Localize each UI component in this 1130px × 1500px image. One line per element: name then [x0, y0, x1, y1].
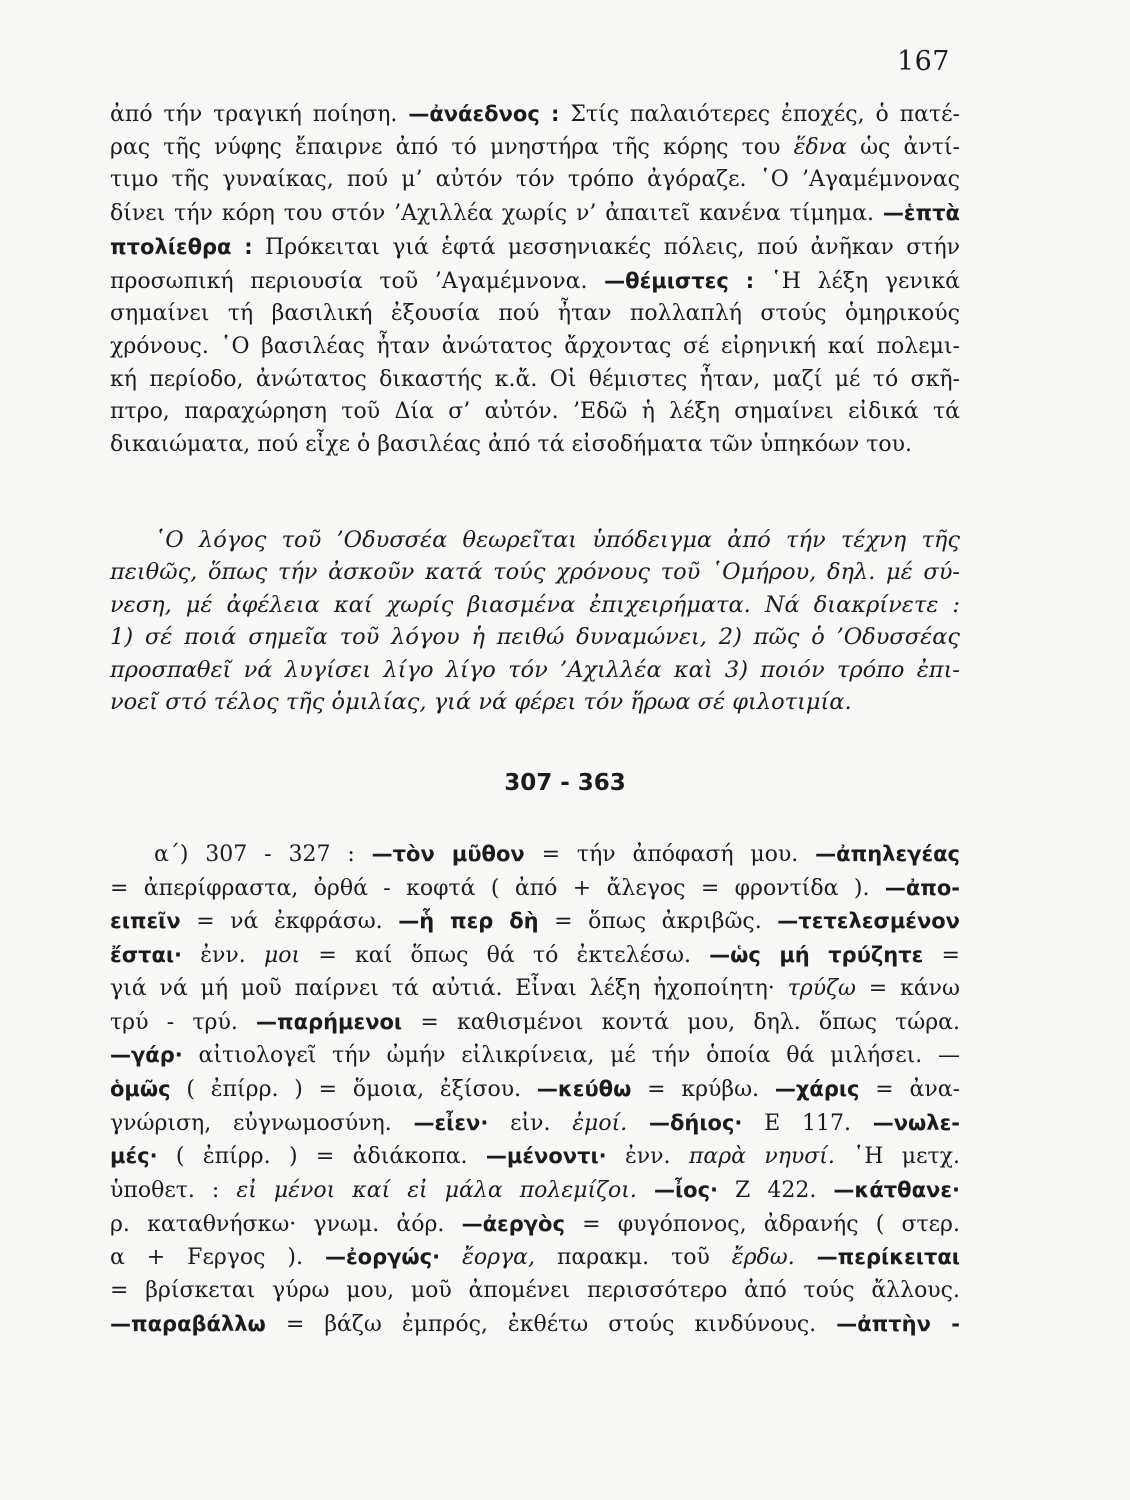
text-run: εἰν. [488, 1110, 573, 1136]
text-run: = ἀπερίφραστα, ὀρθά - κοφτά ( ἀπό + ἄλεγος = φροντίδα ). [110, 875, 885, 901]
text-run [627, 1111, 649, 1136]
text-line [110, 589, 960, 621]
text-line [110, 872, 960, 906]
text-run: προσωπική περιουσία τοῦ ’Αγαμέμνονα. [110, 268, 605, 294]
text-line [110, 1140, 960, 1174]
text-run: χρόνους. ῾Ο βασιλέας ἦταν ἀνώτατος ἄρχοντας σέ εἰρηνική καί πολεμι- [110, 333, 960, 359]
italic-text: εἰ μένοι καί εἰ μάλα πολεμίζοι. [236, 1178, 637, 1204]
headword: —μένοντι· [485, 1144, 607, 1169]
text-run: Ε 117. [742, 1110, 873, 1136]
headword: —ἀπο- [884, 875, 960, 900]
text-line [110, 1308, 960, 1342]
text-run: ὑποθετ. : [110, 1178, 237, 1204]
italic-text: ἐμοί. [572, 1110, 628, 1136]
italic-text: παρὰ νηυσί. [688, 1144, 835, 1170]
italic-text: ἔρδω. [731, 1245, 795, 1271]
headword: —τὸν μῦθον [371, 842, 525, 866]
text-run: κή περίοδο, ἀνώτατος δικαστής κ.ἄ. Οἱ θέμιστες ἦταν, μαζί μέ τό σκῆ- [110, 366, 960, 392]
headword: —ἀπηλεγέας [815, 842, 961, 866]
text-run: = ὅπως ἀκριβῶς. [538, 909, 778, 935]
headword: —θέμιστες : [604, 268, 755, 293]
text-run: αἰτιολογεῖ τήν ὠμήν εἰλικρίνεια, μέ τήν ὁποία θά μιλήσει. — [182, 1043, 960, 1069]
text-run: ἀπό τήν τραγική ποίηση. [110, 102, 409, 127]
text-run: γνώριση, εὐγνωμοσύνη. [110, 1110, 414, 1136]
headword: —ἀπτὴν - [836, 1311, 960, 1336]
headword: —ἐοργώς· [324, 1245, 441, 1270]
text-line [110, 298, 960, 331]
text-run: = [923, 943, 960, 969]
headword: —δήιος· [648, 1110, 743, 1135]
headword: —νωλε- [872, 1110, 960, 1135]
text-run: = φυγόπονος, ἀδρανής ( στερ. [564, 1211, 960, 1237]
text-line [110, 621, 960, 653]
text-run: Στίς παλαιότερες ἐποχές, ὁ πατέ- [559, 102, 960, 127]
text-run: = καθισμένοι κοντά μου, δηλ. ὅπως τώρα. [402, 1009, 960, 1035]
italic-text: ἕδνα [793, 134, 847, 160]
text-run: ἐνν. [606, 1144, 689, 1170]
text-run: ὡς ἀντί- [846, 134, 960, 160]
headword: πτολίεθρα : [110, 234, 253, 259]
headword: —κάτθανε· [833, 1178, 960, 1203]
headword: —ἶος· [653, 1178, 718, 1203]
text-run: τρύ - τρύ. [110, 1009, 257, 1035]
text-run [795, 1245, 817, 1270]
text-line [110, 905, 960, 939]
text-line [110, 1208, 960, 1242]
text-line [110, 1275, 960, 1308]
text-run: γιά νά μή μοῦ παίρνει τά αὐτιά. Εἶναι λέξη ἠχοποίητη· [110, 975, 788, 1001]
text-run: ῾Η μετχ. [834, 1144, 960, 1170]
text-line [110, 939, 960, 973]
headword: ὁμῶς [110, 1076, 171, 1101]
text-run: = κάνω [855, 975, 960, 1001]
text-line [110, 331, 960, 364]
text-line [110, 524, 960, 556]
headword: —κεύθω [536, 1076, 632, 1101]
text-run: πτρο, παραχώρηση τοῦ Δία σ’ αὐτόν. ’Εδῶ ἡ λέξη σημαίνει εἰδικά τά [110, 399, 960, 425]
headword: ἔσται· [110, 943, 183, 968]
text-line [110, 654, 960, 686]
text-line [110, 1241, 960, 1275]
text-run: α + Fεργος ). [110, 1245, 325, 1271]
text-line [110, 1006, 960, 1040]
italic-text: ἔοργα, [462, 1245, 536, 1271]
text-run: ( ἐπίρρ. ) = ὅμοια, ἐξίσου. [170, 1076, 537, 1102]
text-run: πειθῶς, ὅπως τήν ἀσκοῦν κατά τούς χρόνους τοῦ ῾Ομήρου, δηλ. μέ σύ- [110, 559, 960, 586]
text-run: 1) σέ ποιά σημεῖα τοῦ λόγου ἡ πειθώ δυναμώνει, 2) πῶς ὁ ’Οδυσσέας [110, 624, 960, 651]
text-run: ( ἐπίρρ. ) = ἀδιάκοπα. [157, 1144, 486, 1170]
text-line [110, 364, 960, 397]
text-run: παρακμ. τοῦ [535, 1245, 732, 1271]
text-line [110, 98, 960, 132]
text-run: νοεῖ στό τέλος τῆς ὁμιλίας, γιά νά φέρει τόν ἥρωα σέ φιλοτιμία. [110, 689, 852, 716]
glossary-notes [110, 838, 960, 1342]
headword: —περίκειται [816, 1245, 960, 1270]
text-run: νεση, μέ ἀφέλεια καί χωρίς βιασμένα ἐπιχειρήματα. Νά διακρίνετε : [110, 591, 960, 618]
text-line [110, 1039, 960, 1073]
text-line [110, 1174, 960, 1208]
text-line [110, 197, 960, 231]
text-run: α΄) 307 - 327 : [154, 842, 372, 867]
section-heading: 307 - 363 [504, 770, 626, 796]
text-line [110, 396, 960, 429]
text-line [110, 164, 960, 197]
text-run: = κρύβω. [631, 1076, 775, 1102]
headword: μές· [110, 1144, 158, 1169]
headword: —εἶεν· [413, 1110, 489, 1135]
text-run: Πρόκειται γιά ἑφτά μεσσηνιακές πόλεις, πού ἀνῆκαν στήν [252, 234, 960, 260]
text-line [110, 838, 960, 872]
text-run [637, 1178, 654, 1203]
text-line [110, 686, 960, 718]
headword: —παραβάλλω [110, 1311, 266, 1336]
headword: —ἀνάεδνος : [408, 102, 560, 126]
italic-text: τρύζω [787, 975, 856, 1001]
text-run: προσπαθεῖ νά λυγίσει λίγο λίγο τόν ’Αχιλλέα καὶ 3) ποιόν τρόπο ἐπι- [110, 656, 960, 683]
text-run: ῾Η λέξη γενικά [754, 268, 960, 294]
text-run: = καί ὅπως θά τό ἐκτελέσω. [300, 943, 710, 969]
headword: —τετελεσμένον [777, 909, 960, 934]
headword: —ἑπτὰ [882, 201, 960, 226]
headword: —γάρ· [110, 1043, 183, 1068]
headword: —ἀεργὸς [461, 1211, 565, 1236]
headword: ειπεῖν [110, 909, 181, 934]
text-line [110, 556, 960, 588]
text-line [110, 265, 960, 299]
headword: —ὡς μή τρύζητε [709, 943, 924, 968]
text-run: Ζ 422. [718, 1178, 834, 1204]
text-run: ἐνν. [182, 943, 264, 969]
text-run: ρας τῆς νύφης ἔπαιρνε ἀπό τό μνηστήρα τῆς κόρης του [110, 134, 794, 160]
text-line [110, 973, 960, 1006]
text-run: ρ. καταθνήσκω· γνωμ. ἀόρ. [110, 1211, 462, 1237]
headword: —ἧ περ δὴ [398, 909, 539, 934]
text-line [110, 1073, 960, 1107]
text-run: = ἀνα- [859, 1076, 961, 1102]
text-run: = βρίσκεται γύρω μου, μοῦ ἀπομένει περισσότερο ἀπό τούς ἄλλους. [110, 1278, 960, 1304]
text-run: = βάζω ἐμπρός, ἐκθέτω στούς κινδύνους. [265, 1311, 837, 1337]
page-number: 167 [896, 46, 950, 77]
text-run: τιμο τῆς γυναίκας, πού μ’ αὐτόν τόν τρόπο ἀγόραζε. ῾Ο ’Αγαμέμνονας [110, 167, 960, 193]
text-run: δίνει τήν κόρη του στόν ’Αχιλλέα χωρίς ν’ ἀπαιτεῖ κανένα τίμημα. [110, 201, 883, 227]
text-run: σημαίνει τή βασιλική ἐξουσία πού ἦταν πολλαπλή στούς ὁμηρικούς [110, 301, 960, 327]
italic-text: μοι [264, 943, 301, 969]
text-run: = τήν ἀπόφασή μου. [524, 842, 816, 867]
headword: —χάρις [774, 1076, 860, 1101]
text-line [110, 132, 960, 165]
text-run: δικαιώματα, πού εἶχε ὁ βασιλέας ἀπό τά εἰσοδήματα τῶν ὑπηκόων του. [110, 432, 913, 458]
study-question [110, 524, 960, 718]
text-line [110, 429, 960, 462]
text-run [440, 1245, 462, 1270]
text-run: = νά ἐκφράσω. [180, 909, 399, 935]
commentary-paragraph [110, 98, 960, 462]
text-line [110, 1107, 960, 1141]
headword: —παρήμενοι [256, 1009, 403, 1034]
text-run: ῾Ο λόγος τοῦ ’Οδυσσέα θεωρεῖται ὑπόδειγμα ἀπό τήν τέχνη τῆς [154, 527, 960, 553]
text-line [110, 231, 960, 265]
